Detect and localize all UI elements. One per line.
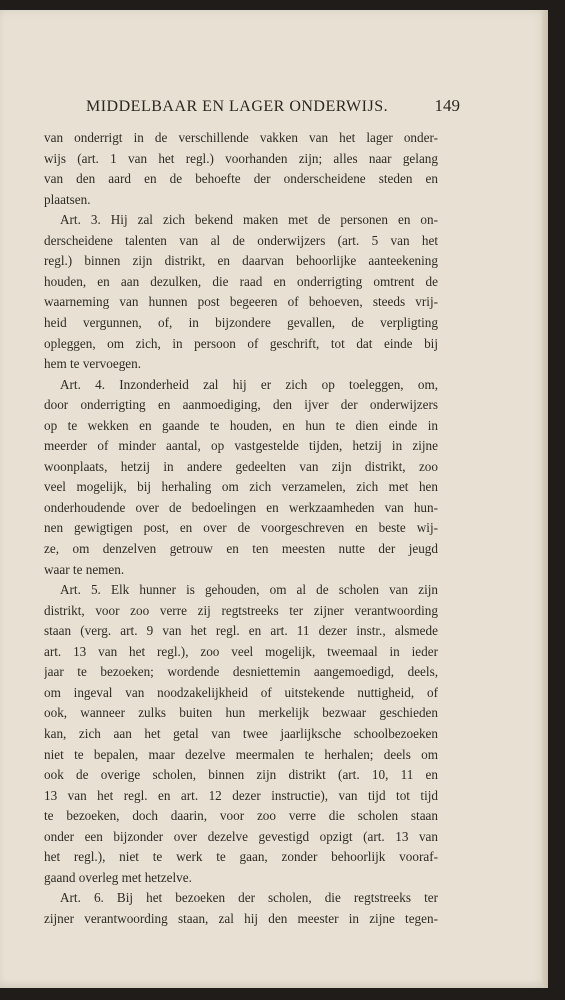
text-line: Art. 5. Elk hunner is gehouden, om al de scholen van zijn (60, 582, 438, 598)
text-line: ook, wanneer zulks buiten hun merkelijk bezwaar geschieden (44, 705, 438, 721)
page-number: 149 (434, 96, 460, 115)
text-line: nen gewigtigen post, en over de voorgeschreven en beste wij- (44, 520, 438, 536)
text-line: houden, en aan dezulken, die raad en onderrigting omtrent de (44, 273, 438, 289)
text-line: om ingeval van noodzakelijkheid of uitstekende nuttigheid, of (44, 684, 438, 700)
text-line: ook de overige scholen, binnen zijn distrikt (art. 10, 11 en (44, 767, 438, 783)
page-edge (542, 10, 548, 988)
text-line: waarneming van hunnen post begeeren of behoeven, steeds vrij- (44, 294, 438, 310)
text-line: te bezoeken, doch daarin, voor zoo verre die scholen staan (44, 808, 438, 824)
text-line: Art. 3. Hij zal zich bekend maken met de personen en on- (60, 212, 438, 228)
text-line: staan (verg. art. 9 van het regl. en art. 11 dezer instr., alsmede (44, 623, 438, 639)
text-line: Art. 4. Inzonderheid zal hij er zich op toeleggen, om, (60, 376, 438, 392)
text-line: plaatsen. (44, 191, 91, 207)
text-line: regl.) binnen zijn distrikt, en daarvan behoorlijke aanteekening (44, 253, 438, 269)
text-line: distrikt, voor zoo verre zij regtstreeks ter zijner verantwoording (44, 602, 438, 618)
text-line: van onderrigt in de verschillende vakken van het lager onder- (44, 130, 438, 145)
text-line: opleggen, om zich, in persoon of geschrift, tot dat einde bij (44, 335, 438, 351)
text-line: waar te nemen. (44, 561, 125, 577)
running-title: MIDDELBAAR EN LAGER ONDERWIJS. (86, 98, 389, 115)
text-line: gaand overleg met hetzelve. (44, 869, 192, 885)
text-line: derscheidene talenten van al de onderwijzers (art. 5 van het (44, 232, 438, 248)
text-line: meerder of minder aantal, op vastgestelde tijden, hetzij in zijne (44, 438, 438, 454)
text-line: kan, zich aan het getal van twee jaarlijksche schoolbezoeken (44, 725, 438, 741)
text-line: op te wekken en gaande te houden, en hun te dien einde in (44, 417, 438, 433)
text-line: het regl.), niet te werk te gaan, zonder behoorlijk vooraf- (44, 849, 438, 865)
text-line: niet te bepalen, maar dezelve meermalen te herhalen; deels om (44, 746, 438, 762)
text-line: art. 13 van het regl.), zoo veel mogelijk, tweemaal in ieder (44, 643, 438, 659)
text-line: van den aard en de behoefte der onderscheidene steden en (44, 171, 438, 187)
text-line: zijner verantwoording staan, zal hij den meester in zijne tegen- (44, 910, 438, 926)
text-line: heid vergunnen, of, in bijzondere gevallen, de verpligting (44, 314, 438, 330)
text-line: veel mogelijk, bij herhaling om zich verzamelen, zich met hen (44, 479, 438, 495)
text-line: 13 van het regl. en art. 12 dezer instructie), van tijd tot tijd (44, 787, 438, 803)
text-line: onder een bijzonder over dezelve gevestigd opzigt (art. 13 van (44, 828, 438, 844)
text-line: ze, om denzelven getrouw en ten meesten nutte der jeugd (44, 541, 438, 556)
text-line: hem te vervoegen. (44, 356, 142, 372)
text-line: jaar te bezoeken; wordende desniettemin aangemoedigd, deels, (44, 664, 438, 680)
text-line: woonplaats, hetzij in andere gedeelten van zijn distrikt, zoo (44, 458, 438, 474)
text-line: Art. 6. Bij het bezoeken der scholen, die regtstreeks ter (60, 890, 438, 906)
text-line: wijs (art. 1 van het regl.) voorhanden zijn; alles naar gelang (44, 150, 438, 166)
text-line: door onderrigting en aanmoediging, den ijver der onderwijzers (44, 397, 438, 413)
running-head (86, 96, 460, 120)
text-line: onderhoudende over de bedoelingen en werkzaamheden van hun- (44, 499, 438, 515)
book-page (0, 10, 548, 988)
